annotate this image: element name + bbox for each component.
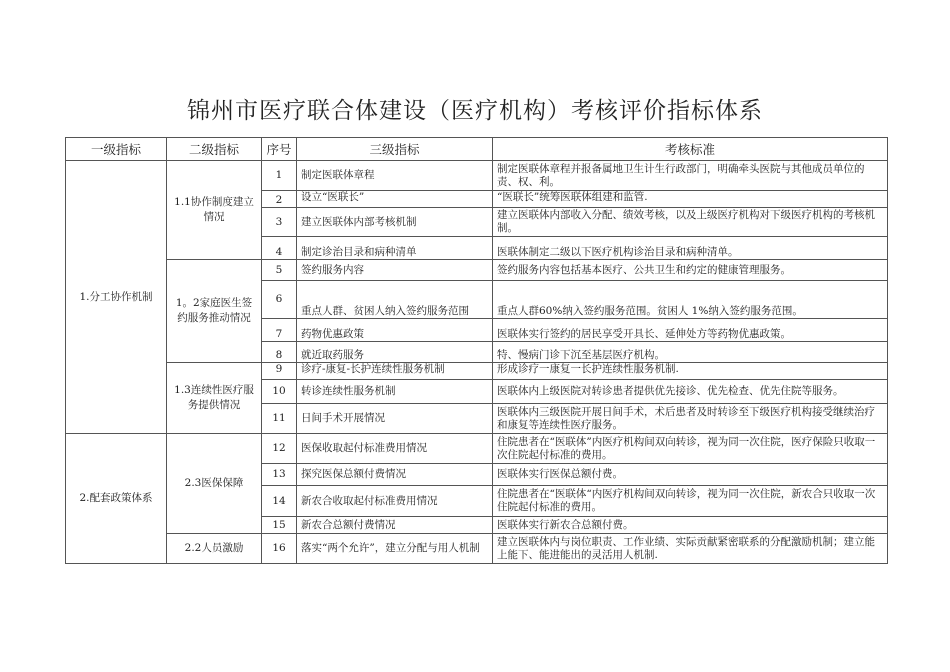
level2-cell: 2.2人员激励 bbox=[167, 534, 262, 564]
row-standard: 医联体实行签约的居民享受开具长、延伸处方等药物优惠政策。 bbox=[493, 319, 888, 342]
header-level1: 一级指标 bbox=[66, 138, 167, 161]
row-indicator: 设立“医联长” bbox=[297, 191, 493, 208]
table-row bbox=[66, 534, 888, 564]
table-row bbox=[66, 434, 888, 464]
row-standard: 特、慢病门诊下沉至基层医疗机构。 bbox=[493, 342, 888, 363]
row-standard: 住院患者在“医联体”内医疗机构间双向转诊，视为同一次住院，医疗保险只收取一次住院起付标准的费用。 bbox=[493, 434, 888, 464]
row-standard: 建立医联体内与岗位职责、工作业绩、实际贡献紧密联系的分配激励机制；建立能上能下、能进能出的灵活用人机制. bbox=[493, 534, 888, 564]
row-indicator: 就近取药服务 bbox=[297, 342, 493, 363]
table-row bbox=[66, 161, 888, 191]
row-standard: 医联体实行医保总额付费。 bbox=[493, 464, 888, 486]
header-no: 序号 bbox=[262, 138, 297, 161]
header-level2: 二级指标 bbox=[167, 138, 262, 161]
row-standard: 签约服务内容包括基本医疗、公共卫生和约定的健康管理服务。 bbox=[493, 260, 888, 281]
row-no: 9 bbox=[262, 363, 297, 380]
row-indicator: 日间手术开展情况 bbox=[297, 404, 493, 434]
row-standard: 医联体内上级医院对转诊患者提供优先接诊、优先检查、优先住院等服务。 bbox=[493, 380, 888, 404]
row-no: 3 bbox=[262, 208, 297, 237]
row-indicator: 新农合总额付费情况 bbox=[297, 517, 493, 534]
table-row bbox=[66, 260, 888, 281]
row-indicator: 药物优惠政策 bbox=[297, 319, 493, 342]
row-indicator: 落实“两个允许”，建立分配与用人机制 bbox=[297, 534, 493, 564]
row-standard: 医联体实行新农合总额付费。 bbox=[493, 517, 888, 534]
row-standard: 住院患者在“医联体“内医疗机构间双向转诊，视为同一次住院，新农合只收取一次住院起付标准的费用。 bbox=[493, 486, 888, 517]
row-no: 7 bbox=[262, 319, 297, 342]
row-no: 10 bbox=[262, 380, 297, 404]
row-no: 1 bbox=[262, 161, 297, 191]
table-row bbox=[66, 363, 888, 380]
row-indicator: 转诊连续性服务机制 bbox=[297, 380, 493, 404]
row-no: 12 bbox=[262, 434, 297, 464]
row-indicator: 新农合收取起付标准费用情况 bbox=[297, 486, 493, 517]
header-standard: 考核标准 bbox=[493, 138, 888, 161]
row-no: 13 bbox=[262, 464, 297, 486]
row-standard: 医联体制定二级以下医疗机构诊治目录和病种清单。 bbox=[493, 237, 888, 260]
row-no: 5 bbox=[262, 260, 297, 281]
row-indicator: 重点人群、贫困人纳入签约服务范围 bbox=[297, 281, 493, 319]
level2-cell: 1.3连续性医疗服务提供情况 bbox=[167, 363, 262, 434]
row-indicator: 签约服务内容 bbox=[297, 260, 493, 281]
row-standard: 制定医联体章程并报备属地卫生计生行政部门，明确牵头医院与其他成员单位的责、权、利。 bbox=[493, 161, 888, 191]
row-indicator: 医保收取起付标准费用情况 bbox=[297, 434, 493, 464]
row-indicator: 制定诊治目录和病种清单 bbox=[297, 237, 493, 260]
level2-cell: 1.1协作制度建立情况 bbox=[167, 161, 262, 260]
header-level3: 三级指标 bbox=[297, 138, 493, 161]
row-no: 11 bbox=[262, 404, 297, 434]
page-title: 锦州市医疗联合体建设（医疗机构）考核评价指标体系 bbox=[187, 98, 763, 124]
row-no: 16 bbox=[262, 534, 297, 564]
row-no: 2 bbox=[262, 191, 297, 208]
row-no: 4 bbox=[262, 237, 297, 260]
indicator-table bbox=[65, 137, 888, 564]
row-indicator: 制定医联体章程 bbox=[297, 161, 493, 191]
row-no: 14 bbox=[262, 486, 297, 517]
row-no: 8 bbox=[262, 342, 297, 363]
row-no: 15 bbox=[262, 517, 297, 534]
row-indicator: 探究医保总额付费情况 bbox=[297, 464, 493, 486]
row-standard: 医联体内三级医院开展日间手术，术后患者及时转诊至下级医疗机构接受继续治疗和康复等连续性医疗服务。 bbox=[493, 404, 888, 434]
level2-cell: 2.3医保保障 bbox=[167, 434, 262, 534]
table-header-row bbox=[66, 138, 888, 161]
level1-cell: 2.配套政策体系 bbox=[66, 434, 167, 564]
row-standard: 重点人群60%纳入签约服务范围。贫困人 1%纳入签约服务范围。 bbox=[493, 281, 888, 319]
level1-cell: 1.分工协作机制 bbox=[66, 161, 167, 434]
row-standard: 建立医联体内部收入分配、绩效考核，以及上级医疗机构对下级医疗机构的考核机制。 bbox=[493, 208, 888, 237]
row-standard: “医联长”统筹医联体组建和监管. bbox=[493, 191, 888, 208]
row-indicator: 诊疗-康复-长护连续性服务机制 bbox=[297, 363, 493, 380]
row-no: 6 bbox=[262, 281, 297, 319]
row-indicator: 建立医联体内部考核机制 bbox=[297, 208, 493, 237]
row-standard: 形成诊疗一康复一长护连续性服务机制. bbox=[493, 363, 888, 380]
level2-cell: 1。2家庭医生签约服务推动情况 bbox=[167, 260, 262, 363]
